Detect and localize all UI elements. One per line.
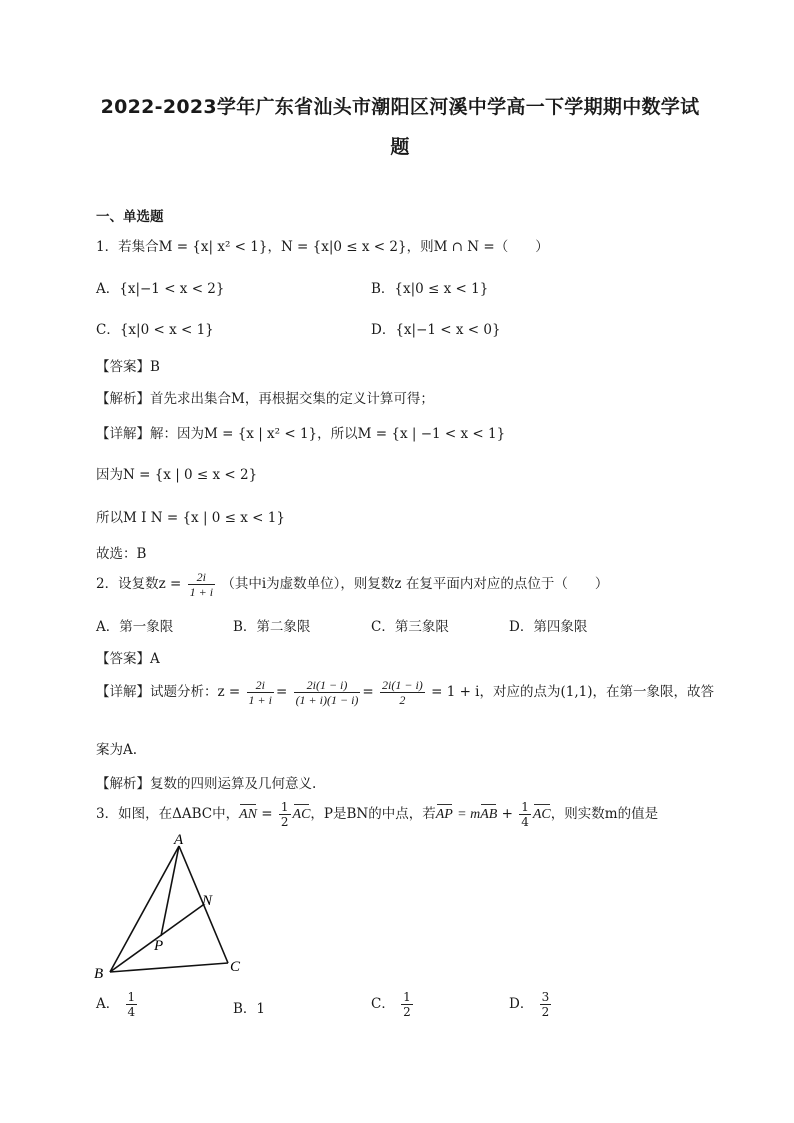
q2-detail-frac-2 xyxy=(294,678,361,707)
eq-m: = m xyxy=(457,807,481,822)
frac-num: 1 xyxy=(280,800,289,814)
label-b: B xyxy=(94,966,104,982)
q3-frac-quarter xyxy=(519,800,531,829)
frac-num: 1 xyxy=(403,990,411,1004)
q2-option-b: B．第二象限 xyxy=(233,619,311,635)
q1-option-c: C．{x|0 < x < 1} xyxy=(96,322,214,338)
q1-detail-4: 故选：B xyxy=(96,546,147,562)
detail-tag: 【详解】 xyxy=(96,684,150,700)
plus-sign: + xyxy=(501,806,513,822)
frac-den: 4 xyxy=(127,1005,136,1019)
q3-stem-b: ，P是BN的中点，若 xyxy=(310,806,436,822)
vector-ab: AB xyxy=(480,807,498,822)
vector-ap: AP xyxy=(435,807,453,822)
segment-ap xyxy=(161,846,179,936)
option-label: A． xyxy=(96,996,120,1012)
q1-detail-1 xyxy=(96,422,505,442)
option-fraction xyxy=(540,990,552,1019)
q2-stem xyxy=(96,570,608,599)
analysis-tag: 【解析】 xyxy=(96,776,150,792)
edge-ab xyxy=(110,846,179,972)
vector-ac: AC xyxy=(292,807,311,822)
frac-den: 2 xyxy=(280,815,289,829)
section-heading: 一、单选题 xyxy=(96,209,164,225)
q1-option-d: D．{x|−1 < x < 0} xyxy=(371,322,501,338)
q2-detail: 【详解】试题分析：z = $\frac{2i}{1 + i}$ = $\frac{2i(1 - i)}{(1 + i)(1 - i)}$ = $\frac{2i(1 - i)}{2}$ = 1 + i，对应的点为(1,1)，在第一象限，故答 xyxy=(96,678,715,707)
eq-sign: = xyxy=(261,806,273,822)
answer-tag: 【答案】 xyxy=(96,359,150,375)
q2-frac-den: 1 + i xyxy=(189,585,214,599)
q3-option-a xyxy=(96,990,139,1019)
vector-ac-2: AC xyxy=(532,807,551,822)
q1-option-b: B．{x|0 ≤ x < 1} xyxy=(371,281,489,297)
q2-frac-num: 2i xyxy=(188,570,215,585)
q2-option-c: C．第三象限 xyxy=(371,619,449,635)
q1-detail-1-text: 解：因为M = {x | x² < 1}，所以M = {x | −1 < x < 1} xyxy=(150,426,506,442)
label-a: A xyxy=(174,832,184,848)
answer-tag: 【答案】 xyxy=(96,651,150,667)
frac-den: 4 xyxy=(521,815,529,829)
q1-answer xyxy=(96,355,160,375)
label-c: C xyxy=(230,959,241,975)
frac-num: 1 xyxy=(521,800,529,814)
q1-detail-3: 所以M I N = {x | 0 ≤ x < 1} xyxy=(96,510,285,526)
q1-answer-value: B xyxy=(150,359,160,375)
q2-analysis xyxy=(96,772,316,792)
q2-answer-value: A xyxy=(150,651,160,667)
q2-analysis-text: 复数的四则运算及几何意义. xyxy=(150,776,317,792)
frac-den: 2 xyxy=(541,1005,550,1019)
vector-an: AN xyxy=(239,807,257,822)
q3-stem xyxy=(96,800,658,829)
q3-option-b: B．1 xyxy=(233,1001,266,1017)
frac-num: 2i(1 − i) xyxy=(382,678,423,692)
option-label: D． xyxy=(509,996,534,1012)
q1-stem: 1．若集合M = {x| x² < 1}，N = {x|0 ≤ x < 2}，则M ∩ N =（ ） xyxy=(96,239,549,255)
q2-fraction xyxy=(188,570,215,599)
frac-num: 2i xyxy=(247,678,274,693)
triangle-figure xyxy=(88,832,268,982)
q2-detail-cont: 案为A. xyxy=(96,742,138,758)
q3-option-c xyxy=(371,990,415,1019)
q2-detail-frac-1 xyxy=(247,678,274,707)
option-fraction xyxy=(126,990,138,1019)
q3-option-d xyxy=(509,990,553,1019)
analysis-tag: 【解析】 xyxy=(96,391,150,407)
frac-den: 2 xyxy=(403,1005,411,1019)
q2-detail-post: = 1 + i，对应的点为(1,1)，在第一象限，故答 xyxy=(431,684,715,700)
q2-detail-frac-3 xyxy=(380,678,425,707)
q3-frac-half xyxy=(279,800,291,829)
label-p: P xyxy=(154,938,164,954)
frac-num: 3 xyxy=(541,990,550,1004)
frac-den: (1 + i)(1 − i) xyxy=(295,693,359,707)
q1-option-a: A．{x|−1 < x < 2} xyxy=(96,281,225,297)
doc-title-line2: 题 xyxy=(390,136,410,158)
option-label: C． xyxy=(371,996,395,1012)
q2-option-d: D．第四象限 xyxy=(509,619,588,635)
q1-analysis-text: 首先求出集合M，再根据交集的定义计算可得； xyxy=(150,391,434,407)
doc-title-line1: 2022-2023学年广东省汕头市潮阳区河溪中学高一下学期期中数学试 xyxy=(100,96,700,118)
q1-analysis xyxy=(96,387,434,407)
frac-num: 2i(1 − i) xyxy=(294,678,361,693)
frac-den: 2 xyxy=(399,693,406,707)
q2-stem-pre: 2．设复数z = xyxy=(96,576,182,592)
q3-stem-c: ，则实数m的值是 xyxy=(550,806,659,822)
edge-bc xyxy=(110,963,228,972)
detail-tag: 【详解】 xyxy=(96,426,150,442)
q2-detail-pre: 试题分析：z = xyxy=(150,684,241,700)
q2-answer xyxy=(96,647,160,667)
q1-detail-2: 因为N = {x | 0 ≤ x < 2} xyxy=(96,467,258,483)
frac-num: 1 xyxy=(127,990,136,1004)
q2-stem-post: （其中i为虚数单位），则复数z 在复平面内对应的点位于（ ） xyxy=(221,576,609,592)
q3-stem-a: 3．如图，在ΔABC中， xyxy=(96,806,240,822)
option-fraction xyxy=(401,990,413,1019)
frac-den: 1 + i xyxy=(248,693,272,707)
label-n: N xyxy=(202,893,213,909)
q2-option-a: A．第一象限 xyxy=(96,619,174,635)
